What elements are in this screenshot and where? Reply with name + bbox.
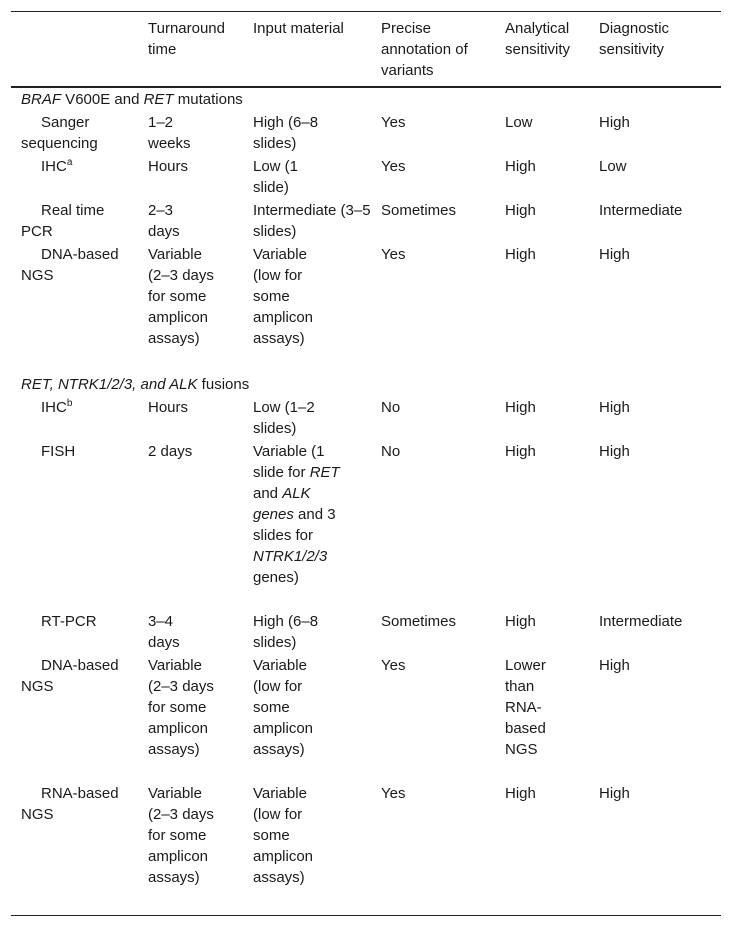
analytical-cell: High bbox=[505, 246, 536, 263]
input-cell: High (6–8 slides) bbox=[253, 114, 319, 152]
input-cell: High (6–8 slides) bbox=[253, 613, 319, 651]
comparison-table bbox=[11, 11, 721, 916]
turnaround-cell: 2–3 days bbox=[148, 202, 180, 240]
annotation-cell: No bbox=[381, 399, 401, 416]
analytical-cell: High bbox=[505, 202, 536, 219]
diagnostic-cell: High bbox=[599, 443, 630, 460]
turnaround-cell: Variable (2–3 days for some amplicon assays) bbox=[148, 246, 214, 347]
footnote-marker: b bbox=[66, 398, 73, 409]
input-cell: Variable (1 slide for RET and ALK genes and 3 slides for NTRK1/2/3 genes) bbox=[253, 443, 340, 586]
turnaround-cell: Hours bbox=[148, 158, 189, 175]
turnaround-cell: 3–4 days bbox=[148, 613, 180, 651]
diagnostic-cell: High bbox=[599, 114, 630, 131]
table-header bbox=[11, 12, 721, 88]
method-cell: DNA-based NGS bbox=[21, 246, 119, 284]
method-cell: RT-PCR bbox=[41, 613, 97, 630]
turnaround-cell: Hours bbox=[148, 399, 189, 416]
diagnostic-cell: Intermediate bbox=[599, 613, 683, 630]
method-cell: Real time PCR bbox=[21, 202, 105, 240]
input-cell: Low (1–2 slides) bbox=[253, 399, 315, 437]
annotation-cell: Sometimes bbox=[381, 613, 457, 630]
analytical-cell: High bbox=[505, 785, 536, 802]
turnaround-cell: Variable (2–3 days for some amplicon assays) bbox=[148, 657, 214, 758]
method-cell: RNA-based NGS bbox=[21, 785, 119, 823]
section-heading-fusions: RET, NTRK1/2/3, and ALK fusions bbox=[21, 376, 250, 393]
header-turnaround: Turnaround time bbox=[148, 20, 225, 58]
diagnostic-cell: High bbox=[599, 657, 630, 674]
header-diagnostic: Diagnostic sensitivity bbox=[599, 20, 670, 58]
input-cell: Variable (low for some amplicon assays) bbox=[253, 785, 314, 886]
diagnostic-cell: Intermediate bbox=[599, 202, 683, 219]
diagnostic-cell: High bbox=[599, 246, 630, 263]
method-cell: IHC$^b$ bbox=[41, 398, 73, 416]
method-cell: IHC$^a$ bbox=[41, 157, 73, 175]
annotation-cell: Sometimes bbox=[381, 202, 457, 219]
analytical-cell: High bbox=[505, 613, 536, 630]
analytical-cell: Low bbox=[505, 114, 533, 131]
annotation-cell: Yes bbox=[381, 657, 406, 674]
analytical-cell: High bbox=[505, 399, 536, 416]
turnaround-cell: 2 days bbox=[148, 443, 193, 460]
header-analytical: Analytical sensitivity bbox=[505, 20, 571, 58]
annotation-cell: Yes bbox=[381, 785, 406, 802]
method-cell: FISH bbox=[41, 443, 76, 460]
diagnostic-cell: High bbox=[599, 399, 630, 416]
annotation-cell: Yes bbox=[381, 114, 406, 131]
annotation-cell: Yes bbox=[381, 246, 406, 263]
turnaround-cell: 1–2 weeks bbox=[148, 114, 191, 152]
diagnostic-cell: Low bbox=[599, 158, 627, 175]
analytical-cell: Lower than RNA-based NGS bbox=[505, 657, 546, 758]
input-cell: Variable (low for some amplicon assays) bbox=[253, 246, 314, 347]
header-input: Input material bbox=[253, 20, 344, 37]
analytical-cell: High bbox=[505, 443, 536, 460]
input-cell: Low (1 slide) bbox=[253, 158, 299, 196]
method-cell: Sanger sequencing bbox=[21, 114, 98, 152]
input-cell: Variable (low for some amplicon assays) bbox=[253, 657, 314, 758]
footnote-marker: a bbox=[66, 157, 73, 168]
annotation-cell: Yes bbox=[381, 158, 406, 175]
annotation-cell: No bbox=[381, 443, 401, 460]
method-cell: DNA-based NGS bbox=[21, 657, 119, 695]
diagnostic-cell: High bbox=[599, 785, 630, 802]
input-cell: Intermediate (3–5 slides) bbox=[253, 202, 371, 240]
section-heading-mutations: BRAF V600E and RET mutations bbox=[21, 91, 243, 108]
turnaround-cell: Variable (2–3 days for some amplicon assays) bbox=[148, 785, 214, 886]
analytical-cell: High bbox=[505, 158, 536, 175]
header-annotation: Precise annotation of variants bbox=[381, 20, 468, 79]
